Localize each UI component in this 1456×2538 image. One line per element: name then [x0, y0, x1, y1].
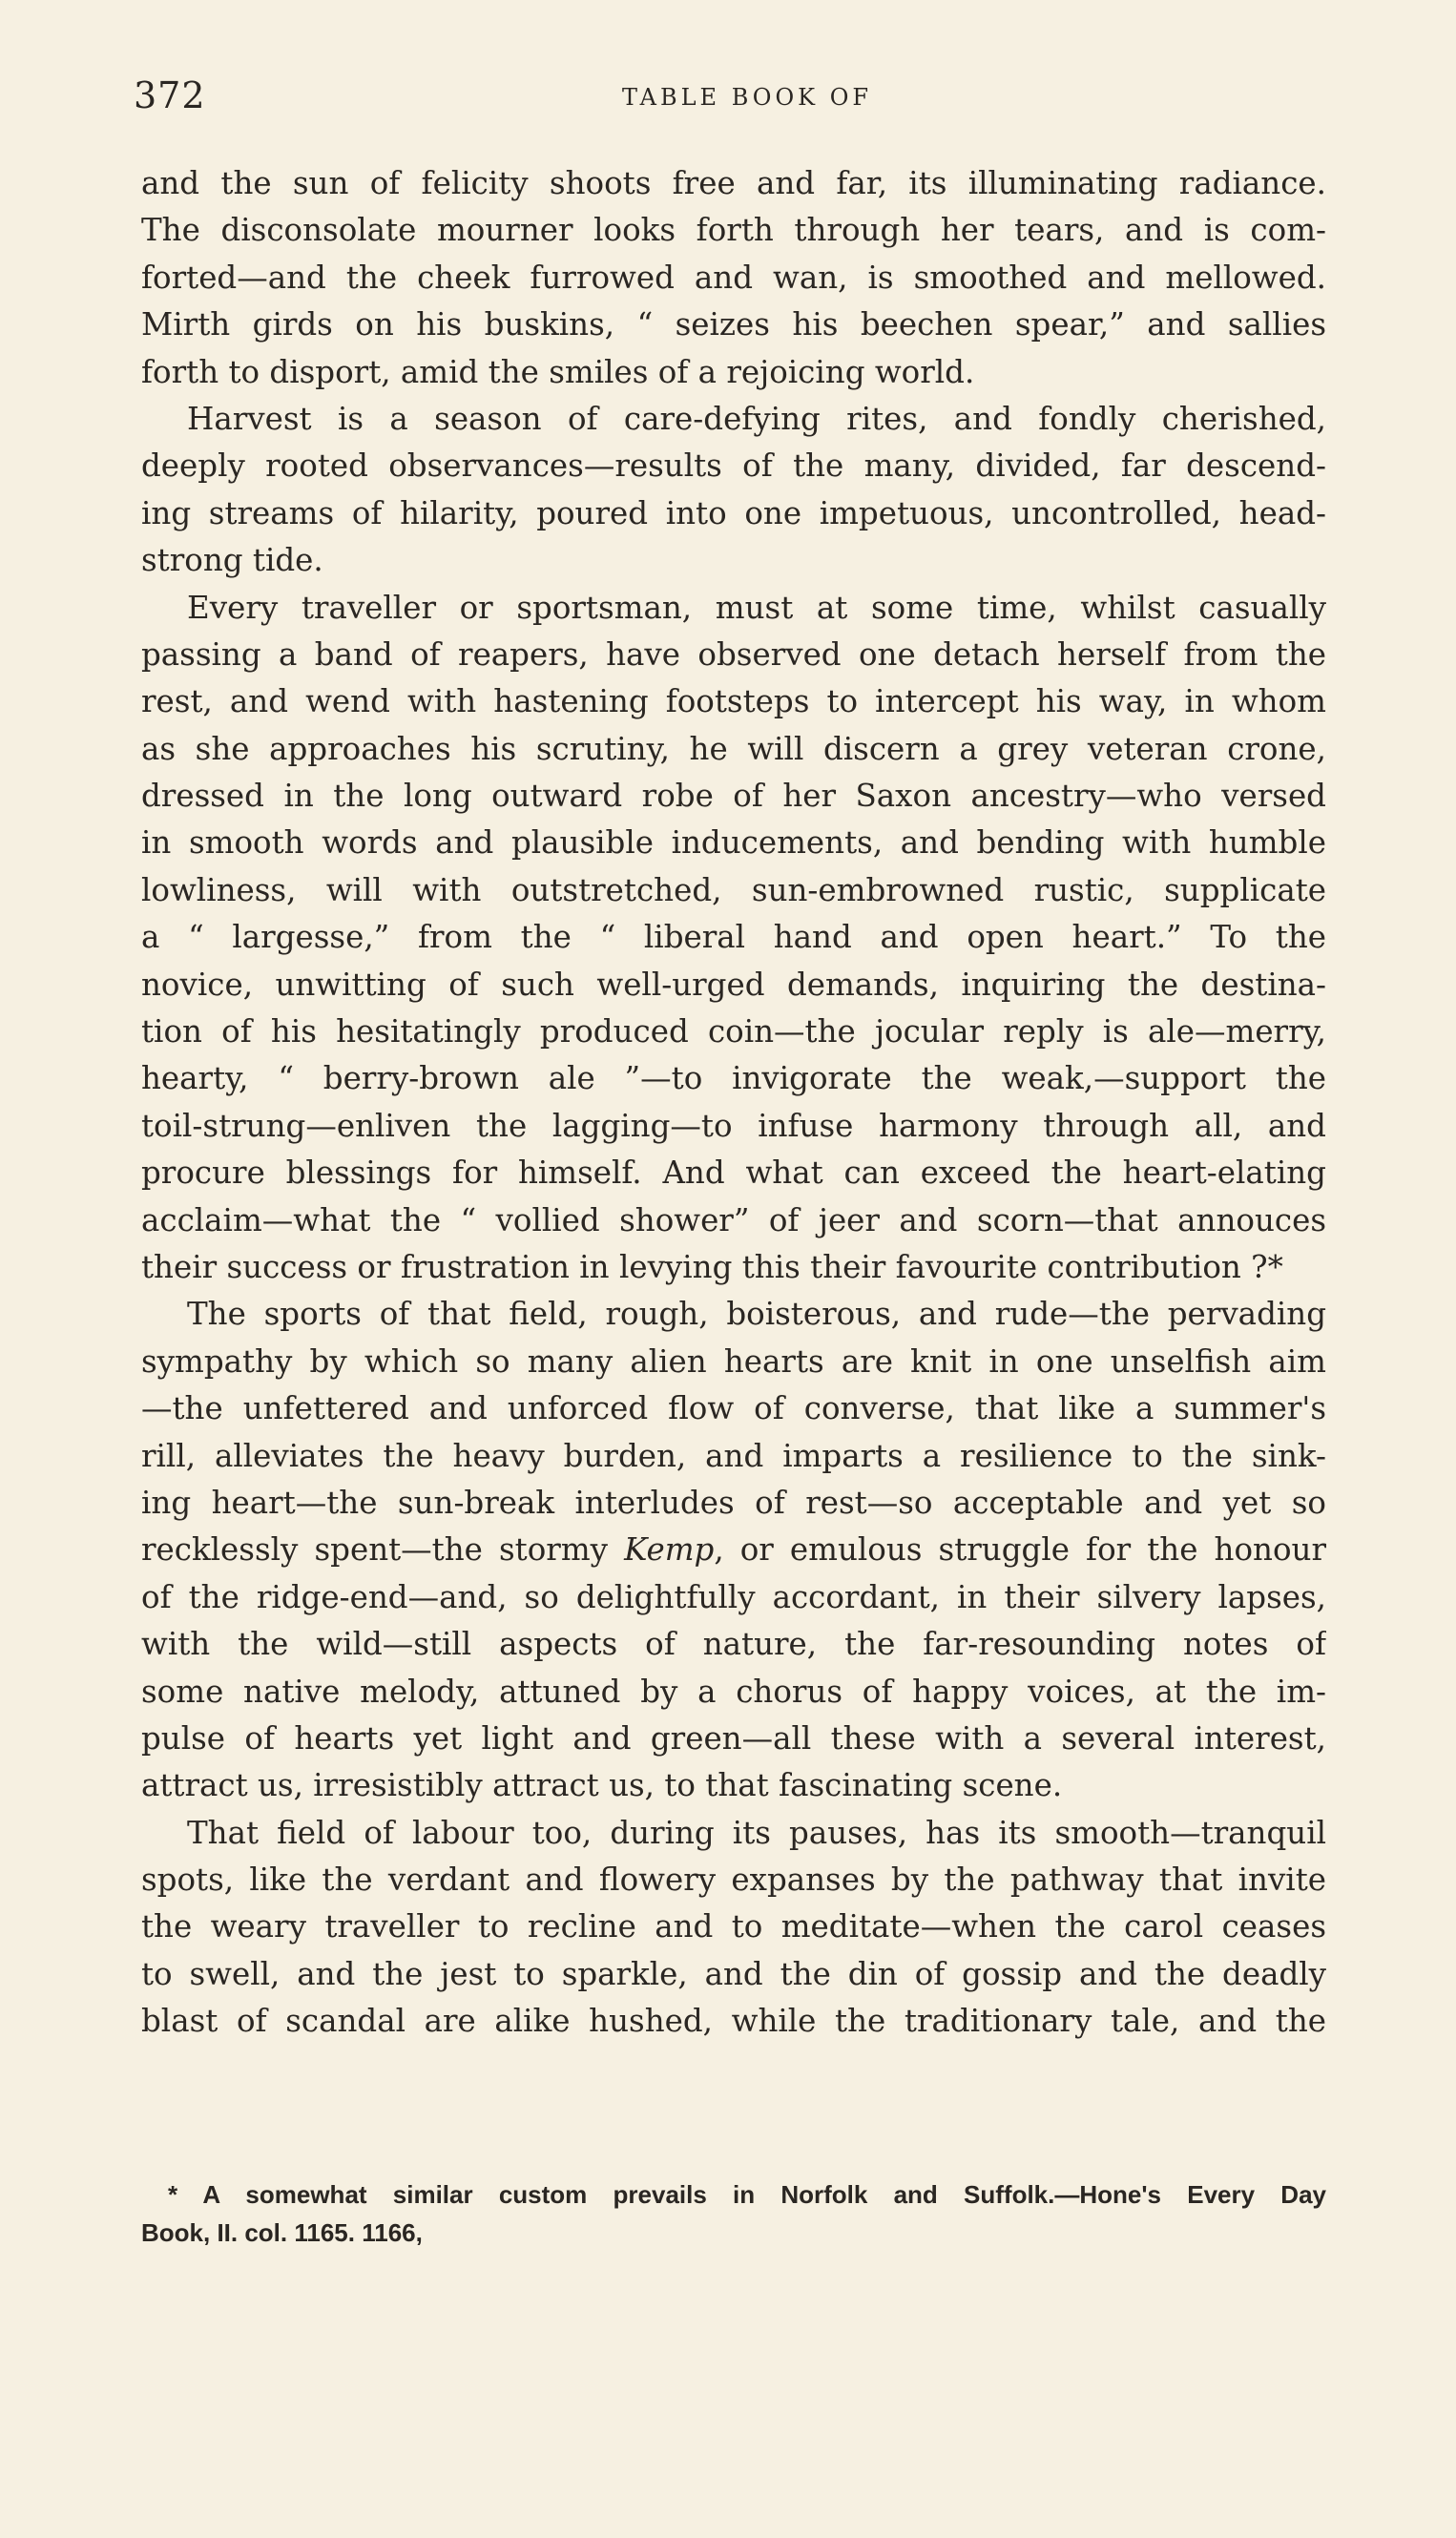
text-line: forted—and the cheek furrowed and wan, is smoothed and mellowed. [141, 259, 1326, 296]
text-line: a “ largesse,” from the “ liberal hand and open heart.” To the [141, 919, 1326, 956]
text-line: tion of his hesitatingly produced coin—the jocular reply is ale—merry, [141, 1013, 1326, 1051]
text-line: dressed in the long outward robe of her Saxon ancestry—who versed [141, 778, 1326, 815]
text-line: procure blessings for himself. And what can exceed the heart-elating [141, 1155, 1326, 1192]
text-line: pulse of hearts yet light and green—all these with a several interest, [141, 1719, 1326, 1757]
text-line: ing heart—the sun-break interludes of rest—so acceptable and yet so [141, 1484, 1326, 1521]
text-line: ing streams of hilarity, poured into one impetuous, uncontrolled, head- [141, 494, 1326, 531]
text-line: with the wild—still aspects of nature, the far-resounding notes of [141, 1626, 1326, 1663]
text-line: lowliness, will with outstretched, sun-embrowned rustic, supplicate [141, 871, 1326, 908]
footnote [141, 2175, 1326, 2252]
text-line: blast of scandal are alike hushed, while the traditionary tale, and the [141, 2003, 1326, 2040]
text-line: sympathy by which so many alien hearts are knit in one unselfish aim [141, 1342, 1326, 1380]
text-line: as she approaches his scrutiny, he will discern a grey veteran crone, [141, 730, 1326, 767]
text-line: novice, unwitting of such well-urged demands, inquiring the destina- [141, 966, 1326, 1003]
text-line: their success or frustration in levying this their favourite contribution ?* [141, 1248, 1283, 1285]
text-line-kemp [141, 1527, 1326, 1573]
paragraph-start-line: That field of labour too, during its pauses, has its smooth—tranquil [187, 1814, 1326, 1851]
text-line: the weary traveller to recline and to meditate—when the carol ceases [141, 1908, 1326, 1945]
text-line: some native melody, attuned by a chorus of happy voices, at the im- [141, 1673, 1326, 1710]
kemp-italic-word: Kemp [624, 1531, 715, 1569]
text-line: to swell, and the jest to sparkle, and the din of gossip and the deadly [141, 1955, 1326, 1992]
text-line: toil-strung—enliven the lagging—to infuse harmony through all, and [141, 1107, 1326, 1144]
text-line: rest, and wend with hastening footsteps to intercept his way, in whom [141, 683, 1326, 720]
text-line: attract us, irresistibly attract us, to that fascinating scene. [141, 1767, 1063, 1804]
text-line: and the sun of felicity shoots free and far, its illuminating radiance. [141, 165, 1326, 201]
footnote-line: Book, II. col. 1165. 1166, [141, 2218, 423, 2247]
running-head: TABLE BOOK OF [621, 84, 873, 111]
paragraph-start-line: The sports of that field, rough, boisterous, and rude—the pervading [187, 1296, 1326, 1333]
text-line: strong tide. [141, 542, 323, 579]
text-line: The disconsolate mourner looks forth through her tears, and is com- [141, 212, 1326, 249]
text-line-kemp-start: recklessly spent—the stormy [141, 1531, 625, 1569]
text-line: hearty, “ berry-brown ale ”—to invigorate the weak,—support the [141, 1060, 1326, 1097]
body-text [141, 160, 1326, 2046]
paragraph-start-line: Harvest is a season of care-defying rites, and fondly cherished, [187, 400, 1326, 437]
page-number: 372 [134, 74, 206, 116]
text-line: of the ridge-end—and, so delightfully accordant, in their silvery lapses, [141, 1578, 1326, 1615]
text-line: Mirth girds on his buskins, “ seizes his beechen spear,” and sallies [141, 306, 1326, 343]
text-line: rill, alleviates the heavy burden, and imparts a resilience to the sink- [141, 1437, 1326, 1474]
text-line: forth to disport, amid the smiles of a rejoicing world. [141, 353, 975, 390]
text-line: spots, like the verdant and flowery expanses by the pathway that invite [141, 1862, 1326, 1899]
text-line: passing a band of reapers, have observed one detach herself from the [141, 635, 1326, 673]
text-line: deeply rooted observances—results of the many, divided, far descend- [141, 447, 1326, 485]
paragraph-start-line: Every traveller or sportsman, must at some time, whilst casually [187, 589, 1326, 626]
footnote-line: * A somewhat similar custom prevails in Norfolk and Suffolk.—Hone's Every Day [168, 2180, 1326, 2209]
text-line-kemp-end: , or emulous struggle for the honour [714, 1531, 1326, 1569]
text-line: —the unfettered and unforced flow of converse, that like a summer's [141, 1390, 1326, 1427]
text-line: acclaim—what the “ vollied shower” of jeer and scorn—that annouces [141, 1201, 1326, 1238]
text-line: in smooth words and plausible inducements, and bending with humble [141, 824, 1326, 862]
